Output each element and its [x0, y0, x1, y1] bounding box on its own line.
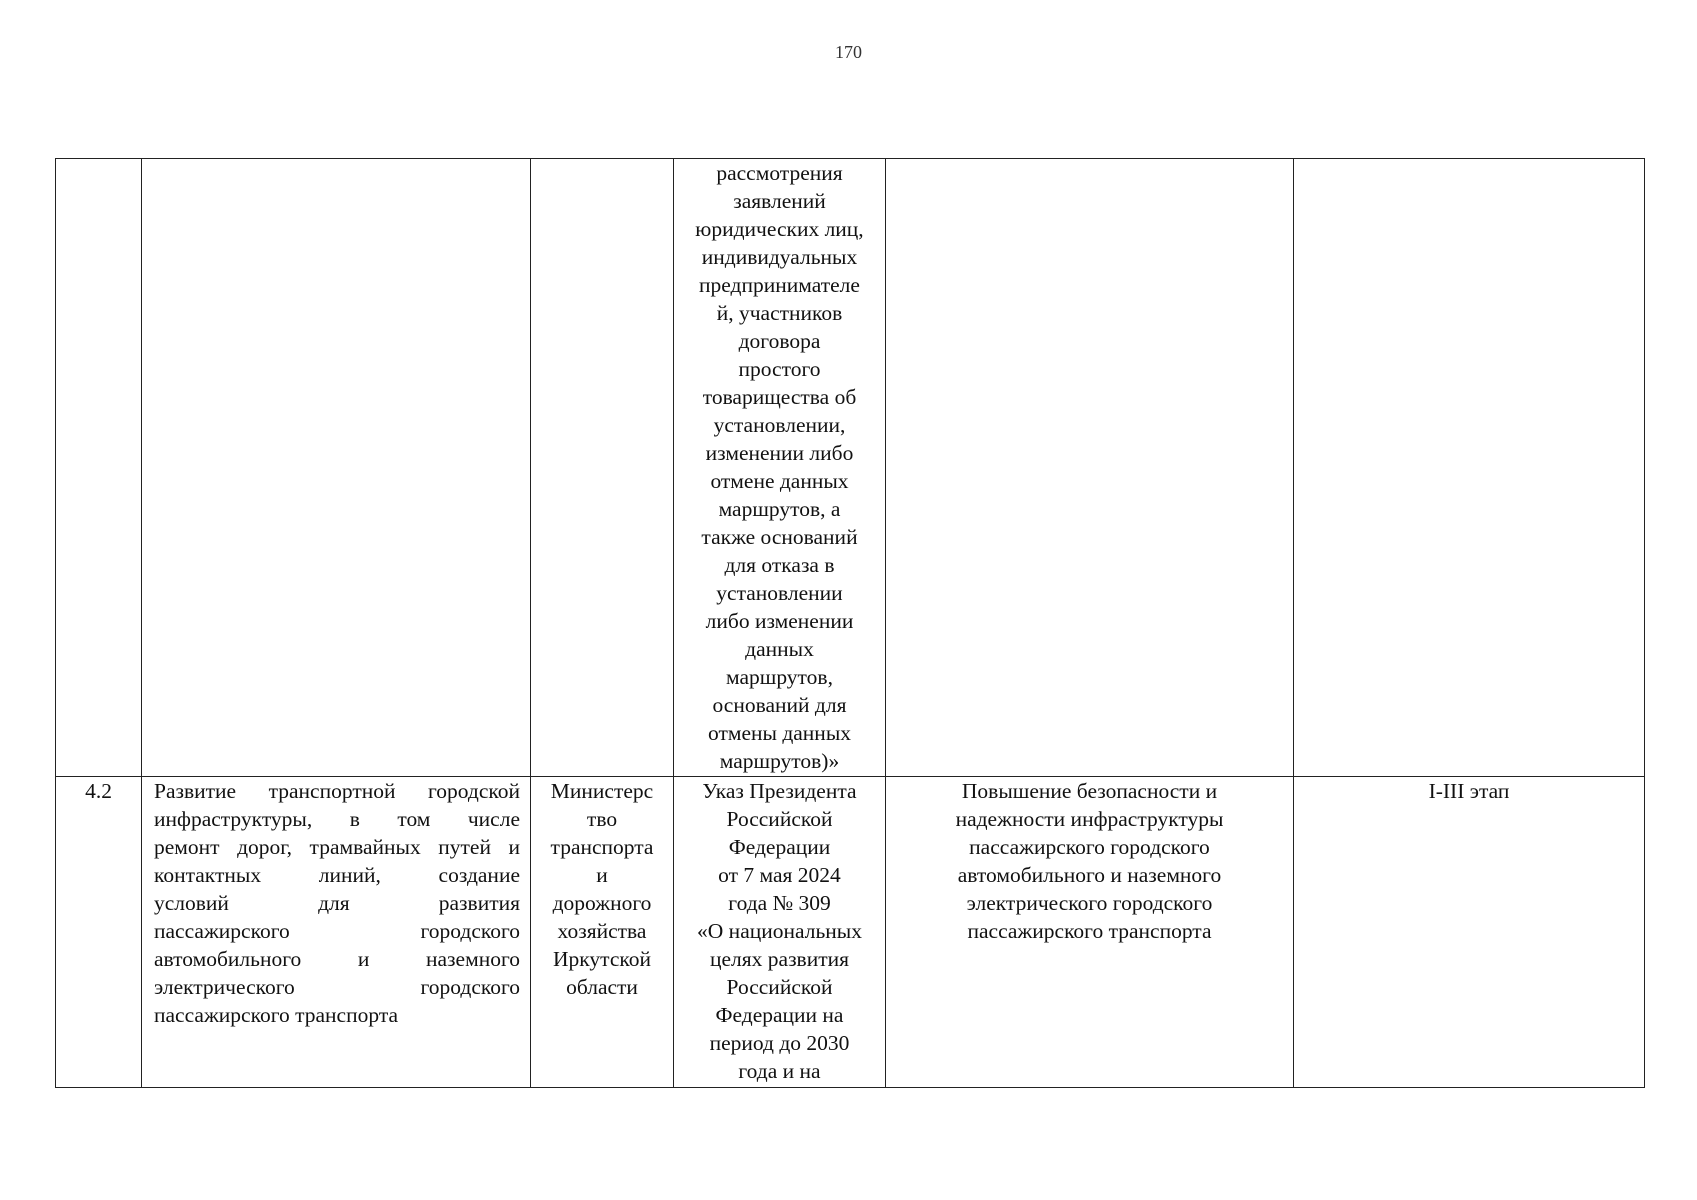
- basis-line: Российской: [726, 807, 833, 831]
- cell-row-number: 4.2: [56, 777, 142, 1088]
- name-line: контактных линий, создание: [154, 863, 520, 887]
- cell-basis-continuation: [674, 159, 886, 777]
- cell-stage: I-III этап: [1294, 777, 1645, 1088]
- basis-line: от 7 мая 2024: [718, 863, 841, 887]
- basis-line: установлении: [716, 581, 843, 605]
- basis-line: предпринимателе: [699, 273, 860, 297]
- result-line: пассажирского транспорта: [967, 919, 1212, 943]
- basis-line: «О национальных: [697, 919, 862, 943]
- basis-line: года № 309: [728, 891, 831, 915]
- name-line: электрического городского: [154, 975, 520, 999]
- basis-line: Федерации на: [715, 1003, 844, 1027]
- basis-line: отмены данных: [707, 721, 852, 745]
- executor-line: тво: [586, 807, 618, 831]
- basis-line: оснований для: [712, 693, 847, 717]
- basis-line: товарищества об: [702, 385, 857, 409]
- cell-name-empty: [142, 159, 531, 777]
- basis-line: маршрутов,: [726, 665, 833, 689]
- basis-line: года и на: [738, 1059, 821, 1083]
- cell-legal-basis: [674, 777, 886, 1088]
- basis-line: й, участников: [716, 301, 843, 325]
- basis-line: заявлений: [733, 189, 826, 213]
- basis-line: договора: [738, 329, 821, 353]
- basis-line: Российской: [726, 975, 833, 999]
- name-line: условий для развития: [154, 891, 520, 915]
- page-number: 170: [835, 42, 862, 62]
- basis-line: также оснований: [701, 525, 858, 549]
- table-row-continuation: [56, 159, 1645, 777]
- name-line: инфраструктуры, в том числе: [154, 807, 520, 831]
- cell-stage-empty: [1294, 159, 1645, 777]
- cell-number-empty: [56, 159, 142, 777]
- basis-line: юридических лиц,: [695, 217, 864, 241]
- cell-executor: [531, 777, 674, 1088]
- program-activities-table: [55, 158, 1645, 1088]
- table-row-4-2: [56, 777, 1645, 1088]
- cell-result-empty: [886, 159, 1294, 777]
- name-line: Развитие транспортной городской: [154, 779, 520, 803]
- basis-line: установлении,: [713, 413, 846, 437]
- basis-line: данных: [745, 637, 814, 661]
- basis-line: целях развития: [709, 947, 850, 971]
- name-line: пассажирского транспорта: [154, 1003, 399, 1027]
- basis-line: Указ Президента: [702, 779, 857, 803]
- result-line: пассажирского городского: [969, 835, 1210, 859]
- basis-line: маршрутов)»: [719, 749, 840, 773]
- name-line: ремонт дорог, трамвайных путей и: [154, 835, 520, 859]
- basis-line: для отказа в: [724, 553, 835, 577]
- basis-line: изменении либо: [705, 441, 854, 465]
- basis-line: Федерации: [728, 835, 831, 859]
- basis-line: период до 2030: [709, 1031, 850, 1055]
- executor-line: хозяйства: [557, 919, 647, 943]
- executor-line: и: [596, 863, 608, 887]
- basis-line: простого: [738, 357, 821, 381]
- result-line: Повышение безопасности и: [961, 779, 1218, 803]
- basis-line: рассмотрения: [716, 161, 843, 185]
- result-line: электрического городского: [966, 891, 1213, 915]
- executor-line: области: [566, 975, 638, 999]
- cell-expected-result: [886, 777, 1294, 1088]
- name-line: автомобильного и наземного: [154, 947, 520, 971]
- executor-line: транспорта: [550, 835, 654, 859]
- basis-line: либо изменении: [705, 609, 854, 633]
- basis-line: индивидуальных: [701, 245, 858, 269]
- cell-activity-name: [142, 777, 531, 1088]
- executor-line: Министерс: [550, 779, 654, 803]
- result-line: надежности инфраструктуры: [955, 807, 1224, 831]
- executor-line: дорожного: [552, 891, 652, 915]
- basis-line: отмене данных: [710, 469, 849, 493]
- result-line: автомобильного и наземного: [957, 863, 1222, 887]
- name-line: пассажирского городского: [154, 919, 520, 943]
- basis-line: маршрутов, а: [718, 497, 841, 521]
- executor-line: Иркутской: [553, 947, 651, 971]
- cell-executor-empty: [531, 159, 674, 777]
